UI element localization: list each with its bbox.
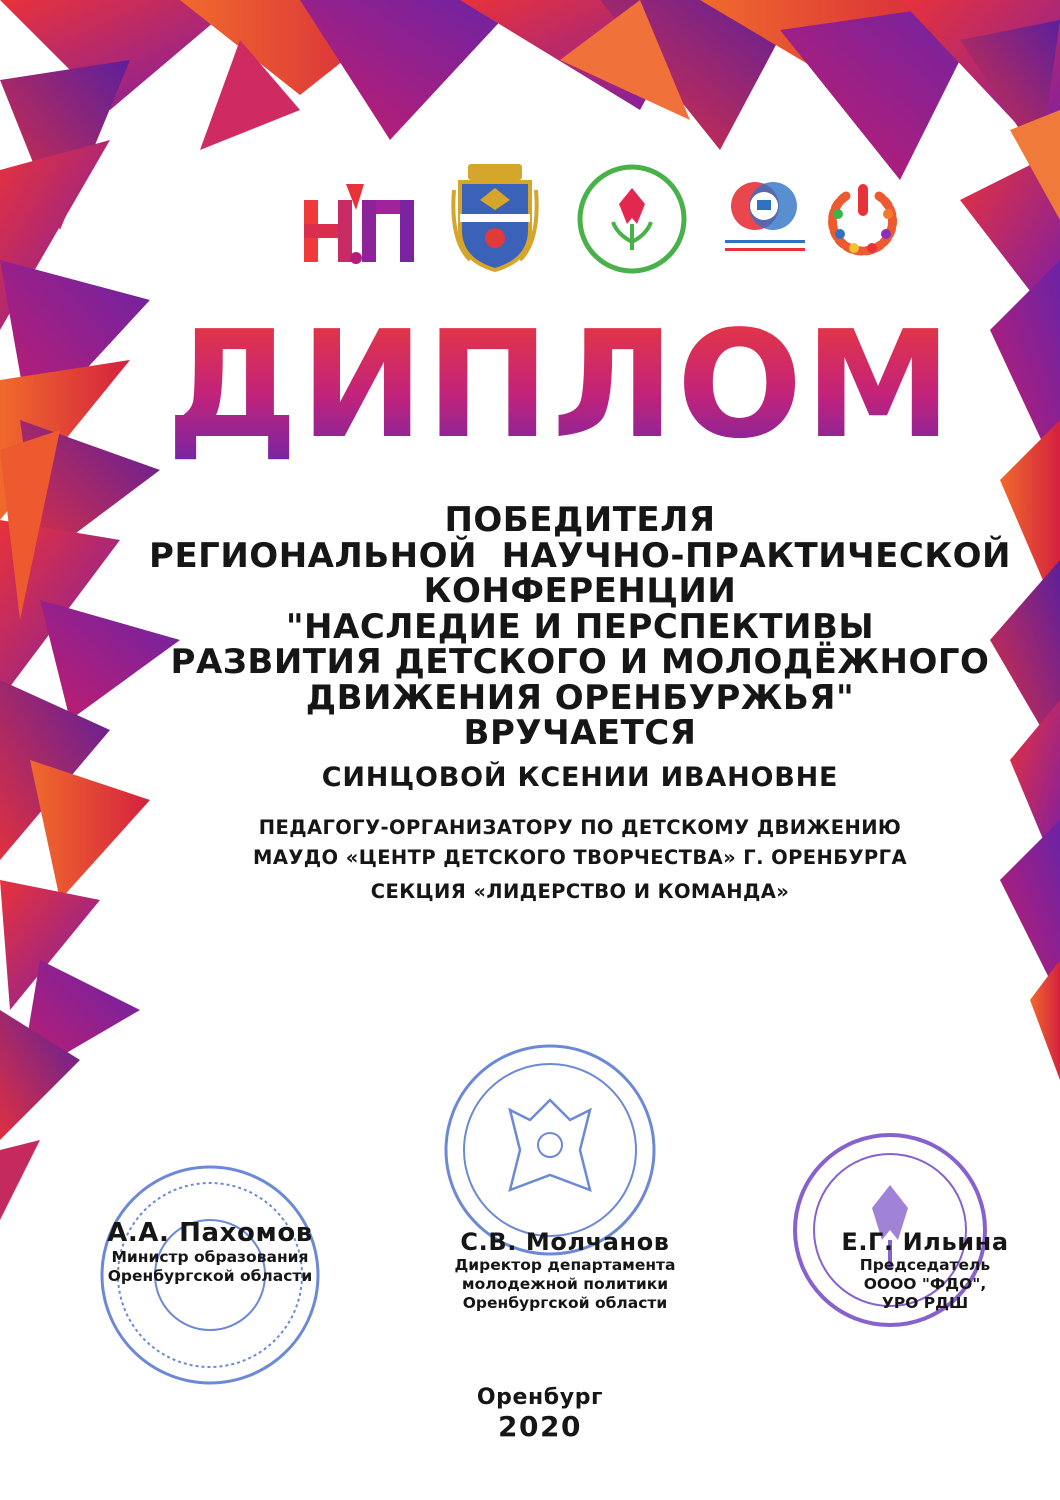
signatory-name: Е.Г. Ильина (841, 1228, 1009, 1256)
signatory-role: Председатель (859, 1256, 991, 1274)
award-line: ВРУЧАЕТСЯ (463, 713, 697, 753)
award-line: РАЗВИТИЯ ДЕТСКОГО И МОЛОДЁЖНОГО (170, 642, 990, 682)
np-logo (300, 178, 420, 268)
rdsh-logo (715, 170, 815, 270)
signature-chair (820, 1228, 1030, 1313)
official-stamp-department (440, 1040, 660, 1260)
signatory-role: УРО РДШ (881, 1294, 969, 1312)
position-line: МАУДО «ЦЕНТР ДЕТСКОГО ТВОРЧЕСТВА» Г. ОРЕНБУРГА (253, 846, 907, 869)
tulip-federation-logo (575, 162, 690, 277)
logos-row (300, 150, 920, 280)
signature-minister (70, 1218, 350, 1286)
award-line: РЕГИОНАЛЬНОЙ НАУЧНО-ПРАКТИЧЕСКОЙ (149, 535, 1011, 576)
orenburg-coat-of-arms (450, 160, 540, 275)
place-and-year (430, 1385, 650, 1443)
signatory-name: А.А. Пахомов (107, 1218, 313, 1248)
signatory-role: Оренбургской области (462, 1294, 668, 1312)
diploma-title (0, 318, 1060, 468)
signatory-role: Министр образования (111, 1248, 309, 1266)
signatory-role: Директор департамента (454, 1256, 676, 1274)
signatory-role: Оренбургской области (107, 1267, 313, 1285)
signatory-role: молодежной политики (461, 1275, 669, 1293)
signatory-role: ОООО "ФДО", (863, 1275, 987, 1293)
position-line: ПЕДАГОГУ-ОРГАНИЗАТОРУ ПО ДЕТСКОМУ ДВИЖЕНИЮ (258, 816, 902, 839)
award-line: ПОБЕДИТЕЛЯ (444, 500, 716, 540)
diploma-title-text: ДИПЛОМ (166, 318, 954, 468)
award-line: ДВИЖЕНИЯ ОРЕНБУРЖЬЯ" (305, 677, 855, 718)
recipient-name: СИНЦОВОЙ КСЕНИИ ИВАНОВНЕ (321, 762, 839, 793)
section-name: СЕКЦИЯ «ЛИДЕРСТВО И КОМАНДА» (370, 880, 790, 903)
award-line: КОНФЕРЕНЦИИ (423, 571, 737, 611)
signature-director (430, 1228, 700, 1313)
award-description (120, 500, 1040, 753)
signatory-name: С.В. Молчанов (460, 1228, 670, 1256)
recipient-position (120, 813, 1040, 873)
city-name: Оренбург (476, 1385, 604, 1410)
award-line: "НАСЛЕДИЕ И ПЕРСПЕКТИВЫ (285, 606, 875, 647)
power-icon (820, 178, 905, 263)
year: 2020 (498, 1410, 582, 1443)
